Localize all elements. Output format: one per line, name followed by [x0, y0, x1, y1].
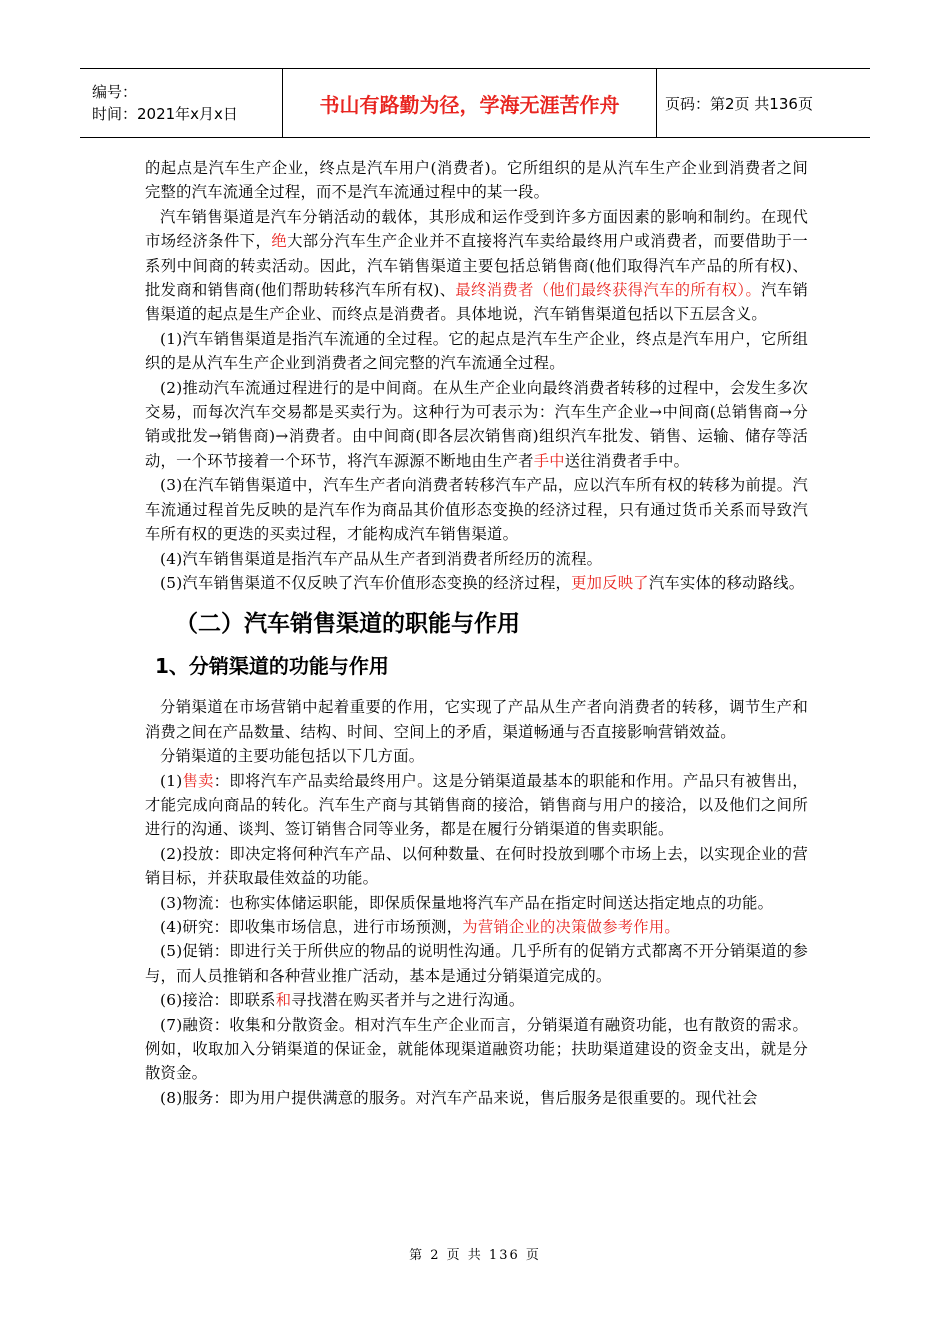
paragraph: 分销渠道在市场营销中起着重要的作用，它实现了产品从生产者向消费者的转移，调节生产和消费之间在产品数量、结构、时间、空间上的矛盾，渠道畅通与否直接影响营销效益。: [145, 698, 808, 741]
paragraph: (2)推动汽车流通过程进行的是中间商。在从生产企业向最终消费者转移的过程中，会发生多次交易，而每次汽车交易都是买卖行为。这种行为可表示为：汽车生产企业→中间商(总销售商→分销或批发→销售商)→消费者。由中间商(即各层次销售商)组织汽车批发、销售、运输、储存等活动，一个环节接着一个环节，将汽车源源不断地由生产者手中送往消费者手中。: [145, 378, 808, 470]
paragraph: (8)服务：即为用户提供满意的服务。对汽车产品来说，售后服务是很重要的。现代社会: [160, 1088, 758, 1107]
paragraph: 分销渠道的主要功能包括以下几方面。: [160, 747, 425, 766]
page-header: [80, 68, 870, 138]
header-meta: [80, 69, 283, 137]
document-number-label: 编号：: [92, 83, 138, 101]
document-body: [145, 156, 808, 1110]
paragraph: (1)售卖：即将汽车产品卖给最终用户。这是分销渠道最基本的职能和作用。产品只有被售出，才能完成向商品的转化。汽车生产商与其销售商的接洽，销售商与用户的接洽，以及他们之间所进行的沟通、谈判、签订销售合同等业务，都是在履行分销渠道的售卖职能。: [145, 771, 808, 839]
subsection-heading: 1、分销渠道的功能与作用: [155, 654, 389, 679]
paragraph: (4)汽车销售渠道是指汽车产品从生产者到消费者所经历的流程。: [160, 549, 603, 568]
section-heading: （二）汽车销售渠道的职能与作用: [175, 611, 520, 638]
paragraph: 的起点是汽车生产企业，终点是汽车用户(消费者)。它所组织的是从汽车生产企业到消费者之间完整的汽车流通全过程，而不是汽车流通过程中的某一段。: [145, 159, 808, 202]
page-footer: 第 2 页 共 136 页: [409, 1248, 541, 1263]
paragraph: (3)物流：也称实体储运职能，即保质保量地将汽车产品在指定时间送达指定地点的功能。: [160, 893, 774, 912]
paragraph: (2)投放：即决定将何种汽车产品、以何种数量、在何时投放到哪个市场上去，以实现企业的营销目标，并获取最佳效益的功能。: [145, 844, 808, 888]
paragraph: (4)研究：即收集市场信息，进行市场预测，为营销企业的决策做参考作用。: [160, 917, 680, 936]
paragraph: (1)汽车销售渠道是指汽车流通的全过程。它的起点是汽车生产企业，终点是汽车用户，它所组织的是从汽车生产企业到消费者之间完整的汽车流通全过程。: [145, 329, 808, 373]
document-date: 时间：2021年x月x日: [92, 105, 238, 123]
paragraph: (5)促销：即进行关于所供应的物品的说明性沟通。几乎所有的促销方式都离不开分销渠道的参与，而人员推销和各种营业推广活动，基本是通过分销渠道完成的。: [145, 942, 808, 985]
header-motto: 书山有路勤为径，学海无涯苦作舟: [283, 69, 657, 137]
header-page-number: 页码：第2页 共136页: [665, 94, 813, 113]
paragraph: (7)融资：收集和分散资金。相对汽车生产企业而言，分销渠道有融资功能，也有散资的需求。例如，收取加入分销渠道的保证金，就能体现渠道融资功能；扶助渠道建设的资金支出，就是分散资金。: [145, 1015, 808, 1083]
paragraph: (3)在汽车销售渠道中，汽车生产者向消费者转移汽车产品，应以汽车所有权的转移为前提。汽车流通过程首先反映的是汽车作为商品其价值形态变换的经济过程，只有通过货币关系而导致汽车所有权的更迭的买卖过程，才能构成汽车销售渠道。: [145, 476, 808, 544]
paragraph: 汽车销售渠道是汽车分销活动的载体，其形成和运作受到许多方面因素的影响和制约。在现代市场经济条件下，绝大部分汽车生产企业并不直接将汽车卖给最终用户或消费者，而要借助于一系列中间商的转卖活动。因此，汽车销售渠道主要包括总销售商(他们取得汽车产品的所有权)、批发商和销售商(他们帮助转移汽车所有权)、最终消费者（他们最终获得汽车的所有权）。汽车销售渠道的起点是生产企业、而终点是消费者。具体地说，汽车销售渠道包括以下五层含义。: [145, 207, 808, 324]
paragraph: (5)汽车销售渠道不仅反映了汽车价值形态变换的经济过程，更加反映了汽车实体的移动路线。: [160, 573, 805, 592]
paragraph: (6)接洽：即联系和寻找潜在购买者并与之进行沟通。: [160, 991, 525, 1010]
